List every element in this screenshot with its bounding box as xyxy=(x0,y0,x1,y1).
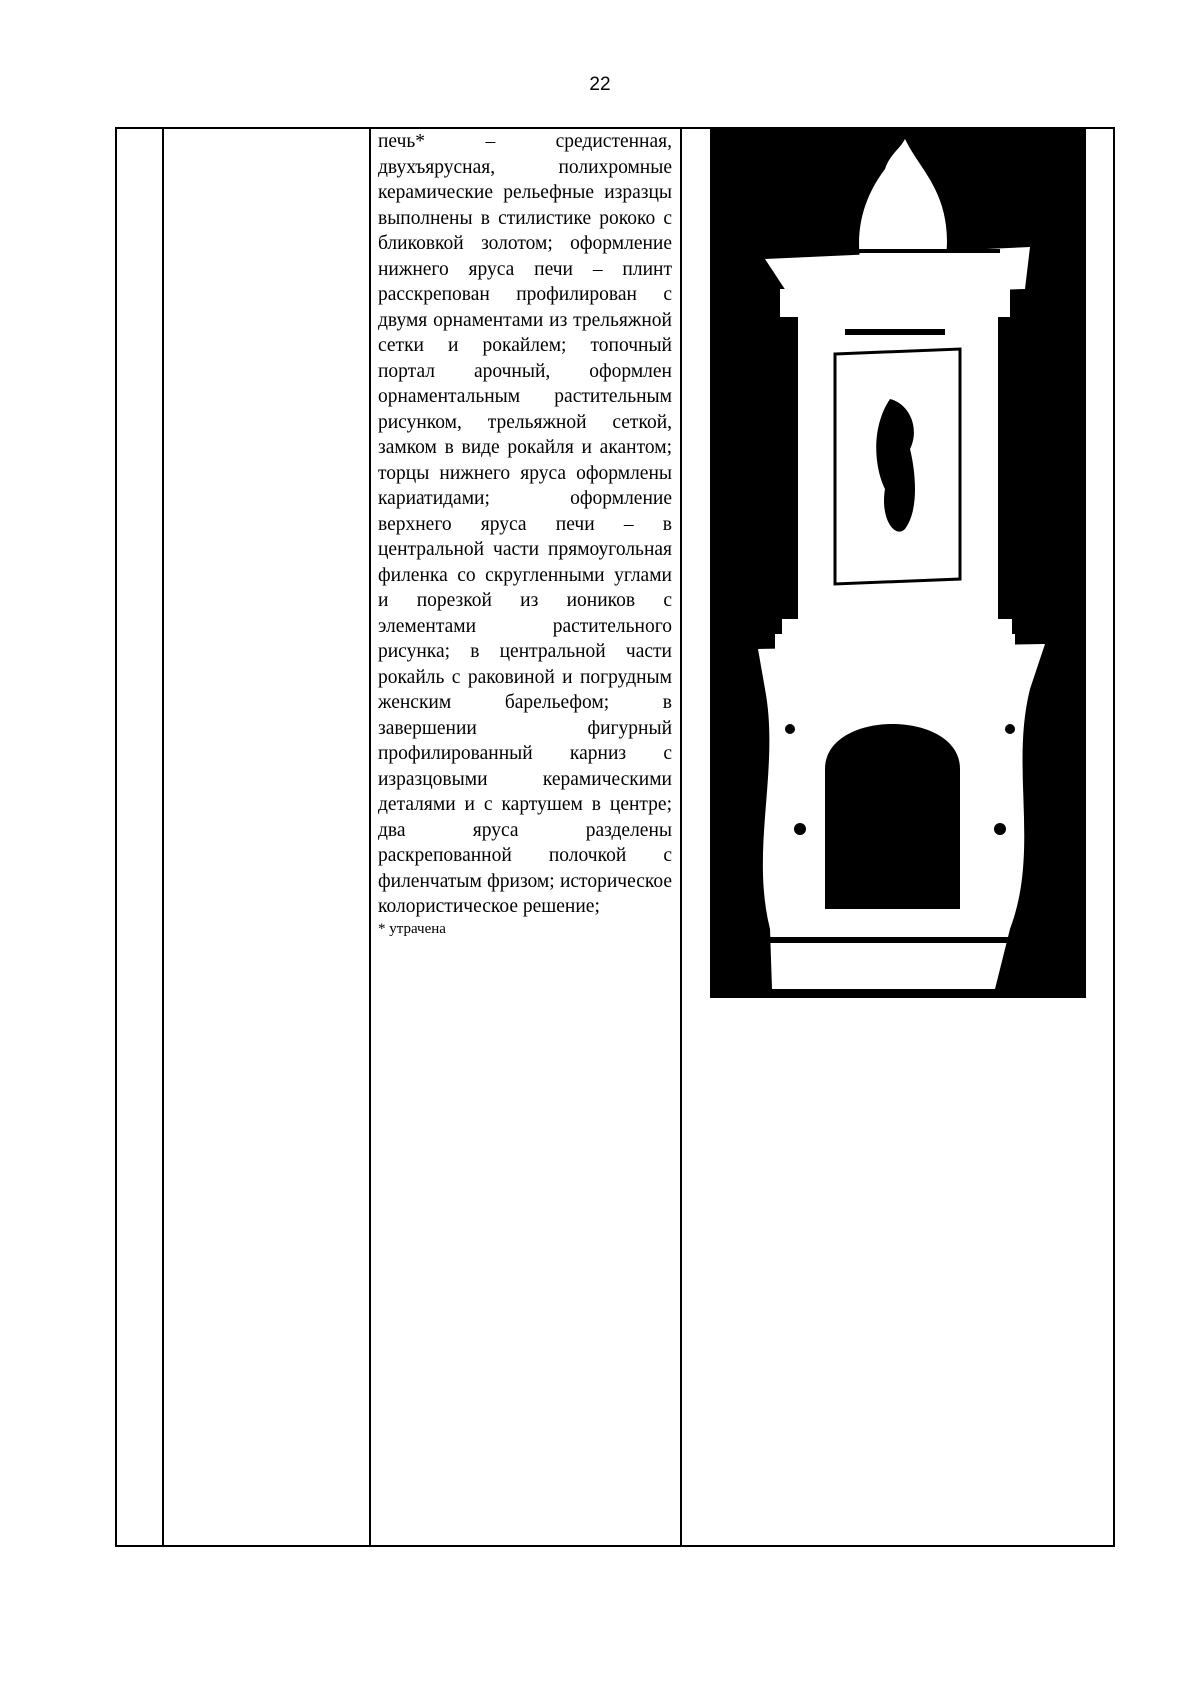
column-divider xyxy=(162,129,164,1545)
column-divider xyxy=(369,129,371,1545)
stove-description: печь* – средистенная, двухъярусная, полихромные керамические рельефные изразцы выполнены в стилистике рококо с бликовкой золотом; оформление нижнего яруса печи – плинт расскрепован профилирован с двумя орнаментами из трельяжной сетки и рокайлем; топочный портал арочный, оформлен орнаментальным растительным рисунком, трельяжной сеткой, замком в виде рокайля и акантом; торцы нижнего яруса оформлены кариатидами; оформление верхнего яруса печи – в центральной части прямоугольная филенка со скругленными углами и порезкой из иоников с элементами растительного рисунка; в центральной части рокайль с раковиной и погрудным женским барельефом; в завершении фигурный профилированный карниз с изразцовыми керамическими деталями и с картушем в центре; два яруса разделены раскрепованной полочкой с филенчатым фризом; историческое колористическое решение; xyxy=(378,131,672,917)
tiled-stove-image xyxy=(710,129,1086,998)
column-divider xyxy=(680,129,682,1545)
page-number: 22 xyxy=(589,74,611,95)
object-table xyxy=(115,127,1115,1547)
description-cell xyxy=(378,129,672,938)
stove-photo xyxy=(710,129,1086,998)
lost-note: * утрачена xyxy=(378,920,446,937)
